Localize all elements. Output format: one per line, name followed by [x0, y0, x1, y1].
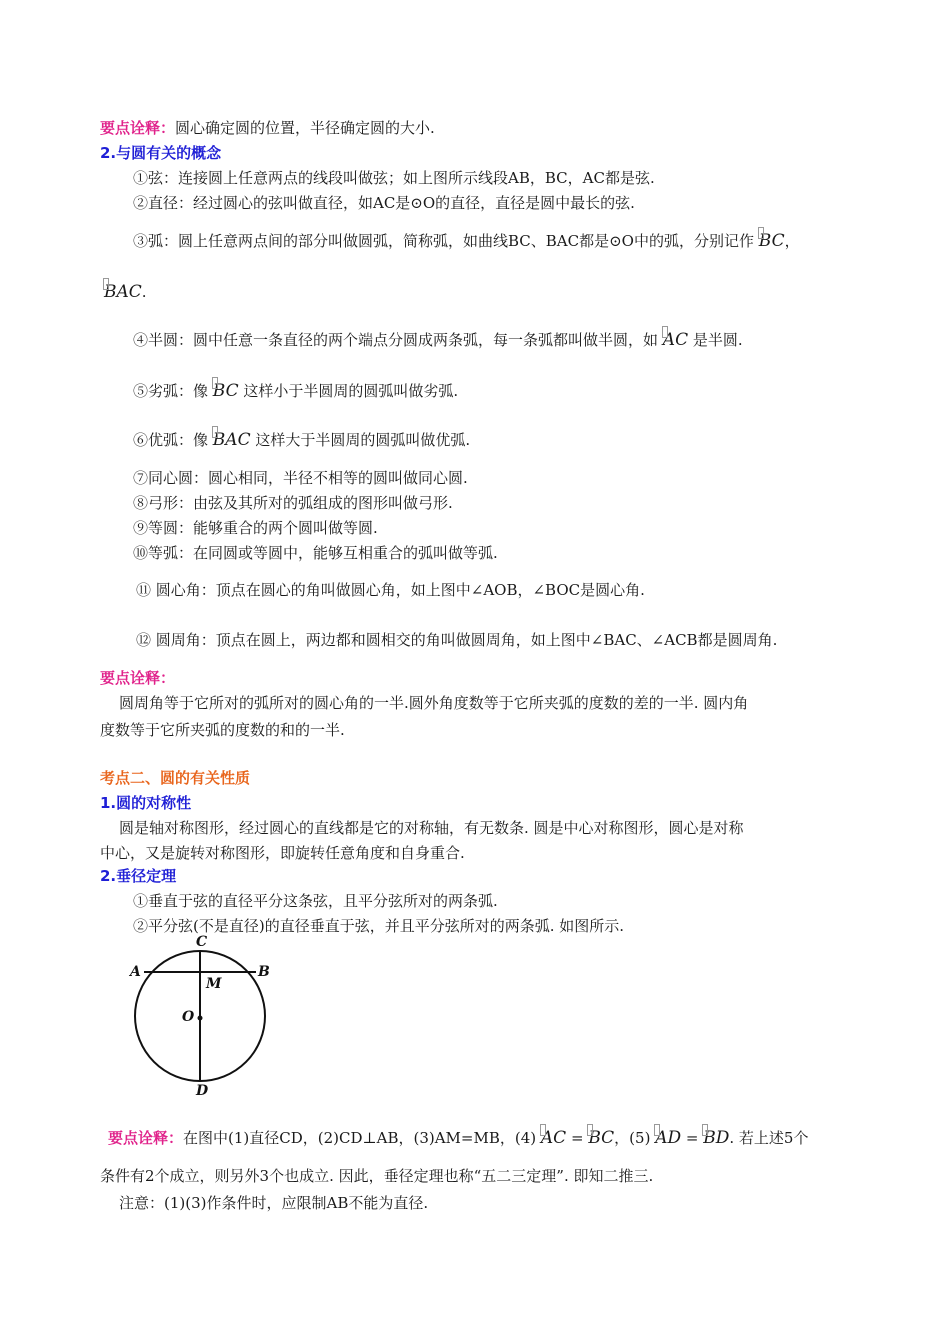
symmetry-line-1: 圆是轴对称图形，经过圆心的直线都是它的对称轴，有无数条. 圆是中心对称图形，圆心是对称: [119, 819, 744, 837]
section-title-properties: 考点二、圆的有关性质: [100, 769, 251, 787]
item-semicircle-text: ④半圆：圆中任意一条直径的两个端点分圆成两条弧，每一条弧都叫做半圆，如: [133, 331, 659, 349]
arc-notation: AC: [662, 330, 689, 350]
theorem-item-2: ②平分弦(不是直径)的直径垂直于弦，并且平分弦所对的两条弧. 如图所示.: [133, 917, 625, 935]
arc-notation: BC: [588, 1128, 615, 1148]
equals-sign: =: [570, 1129, 584, 1147]
label-o: O: [182, 1009, 195, 1025]
note-text: 圆心确定圆的位置，半径确定圆的大小.: [175, 119, 435, 137]
arc-notation: BAC: [212, 430, 251, 450]
label-m: M: [206, 976, 222, 992]
theorem-note-text-c: . 若上述5个: [729, 1129, 809, 1147]
item-arc-comma: ，: [784, 232, 800, 250]
section-heading-concepts: 2.与圆有关的概念: [100, 144, 222, 162]
note-label-2: 要点诠释：: [100, 669, 176, 687]
symmetry-line-2: 中心，又是旋转对称图形，即旋转任意角度和自身重合.: [100, 844, 465, 862]
theorem-note-label: 要点诠释：: [108, 1129, 184, 1147]
equals-sign: =: [685, 1129, 699, 1147]
theorem-note-line-1: [108, 1128, 808, 1148]
arc-notation: BC: [212, 381, 239, 401]
item-arc: [133, 231, 800, 251]
note-label: 要点诠释：: [100, 119, 176, 137]
item-minor-arc-text-end: 这样小于半圆周的圆弧叫做劣弧.: [243, 382, 459, 400]
item-arc-end: .: [141, 283, 147, 301]
subheading-symmetry: 1.圆的对称性: [100, 794, 192, 812]
arc-notation: BD: [703, 1128, 730, 1148]
item-central-angle: ⑪ 圆心角：顶点在圆心的角叫做圆心角，如上图中∠AOB，∠BOC是圆心角.: [136, 581, 645, 599]
item-minor-arc-text: ⑤劣弧：像: [133, 382, 209, 400]
center-point: [198, 1016, 203, 1021]
item-concentric: ⑦同心圆：圆心相同，半径不相等的圆叫做同心圆.: [133, 469, 468, 487]
item-semicircle: [133, 330, 743, 350]
item-diameter: ②直径：经过圆心的弦叫做直径，如AC是⊙O的直径，直径是圆中最长的弦.: [133, 194, 635, 212]
item-segment: ⑧弓形：由弦及其所对的弧组成的图形叫做弓形.: [133, 494, 453, 512]
item-minor-arc: [133, 381, 458, 401]
item-arc-cont: [104, 282, 147, 302]
item-arc-text: ③弧：圆上任意两点间的部分叫做圆弧，简称弧，如曲线BC、BAC都是⊙O中的弧，分别记作: [133, 232, 754, 250]
item-equal-arcs: ⑩等弧：在同圆或等圆中，能够互相重合的弧叫做等弧.: [133, 544, 498, 562]
label-c: C: [196, 934, 208, 950]
item-equal-circles: ⑨等圆：能够重合的两个圆叫做等圆.: [133, 519, 378, 537]
theorem-note-line-2: 条件有2个成立，则另外3个也成立. 因此，垂径定理也称“五二三定理”. 即知二推三.: [100, 1167, 654, 1185]
theorem-note-line-3: 注意：(1)(3)作条件时，应限制AB不能为直径.: [119, 1194, 429, 1212]
item-inscribed-angle: ⑫ 圆周角：顶点在圆上，两边都和圆相交的角叫做圆周角，如上图中∠BAC、∠ACB都是圆周角.: [136, 631, 778, 649]
circle-diagram: [120, 928, 295, 1098]
label-a: A: [130, 964, 141, 980]
item-major-arc-text-end: 这样大于半圆周的圆弧叫做优弧.: [255, 431, 471, 449]
arc-notation: BAC: [104, 282, 142, 302]
theorem-note-text: 在图中(1)直径CD，(2)CD⊥AB，(3)AM=MB，(4): [183, 1129, 537, 1147]
note2-line-2: 度数等于它所夹弧的度数的和的一半.: [100, 721, 345, 739]
item-major-arc: [133, 430, 470, 450]
note2-line-1: 圆周角等于它所对的弧所对的圆心角的一半.圆外角度数等于它所夹弧的度数的差的一半. 圆内角: [119, 694, 749, 712]
item-chord: ①弦：连接圆上任意两点的线段叫做弦；如上图所示线段AB，BC，AC都是弦.: [133, 169, 655, 187]
label-b: B: [258, 964, 270, 980]
theorem-note-text-b: ，(5): [614, 1129, 651, 1147]
label-d: D: [196, 1083, 209, 1098]
note-line-1: [100, 118, 435, 138]
arc-notation: AC: [540, 1128, 567, 1148]
arc-notation: AD: [655, 1128, 682, 1148]
theorem-item-1: ①垂直于弦的直径平分这条弦，且平分弦所对的两条弧.: [133, 892, 498, 910]
arc-notation: BC: [758, 231, 785, 251]
item-major-arc-text: ⑥优弧：像: [133, 431, 209, 449]
subheading-perpendicular-diameter: 2.垂径定理: [100, 867, 177, 885]
item-semicircle-text-end: 是半圆.: [692, 331, 743, 349]
